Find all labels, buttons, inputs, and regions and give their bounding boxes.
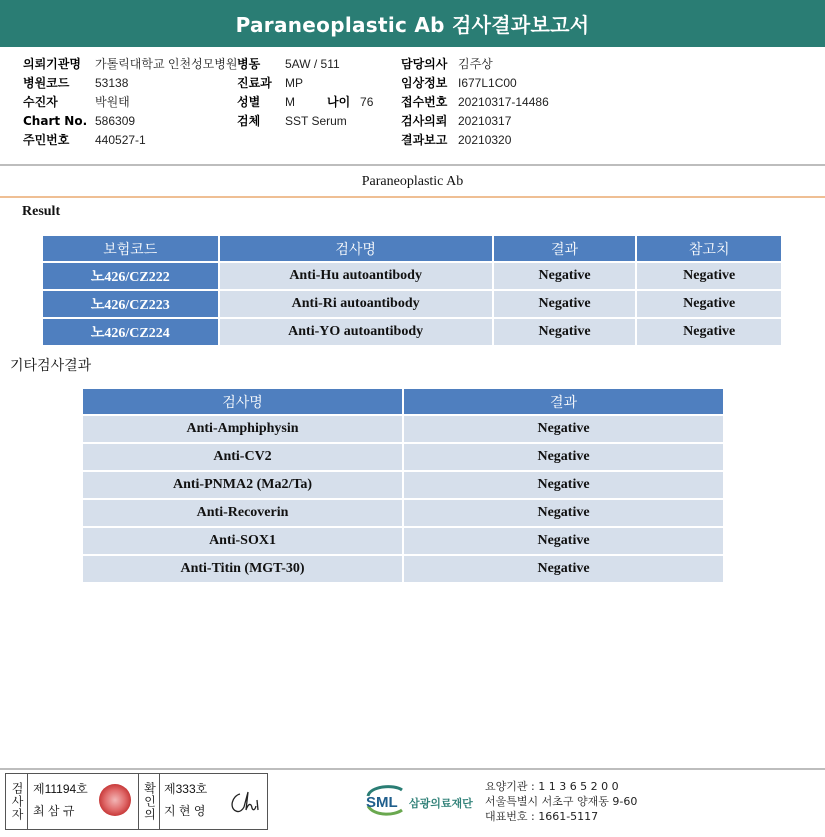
age-label: 나이 (327, 95, 351, 109)
test-name: Anti-Titin (MGT-30) (82, 555, 403, 583)
info-label: 검체 (237, 114, 261, 128)
test-name: Anti-YO autoantibody (219, 318, 493, 346)
table-row (82, 527, 724, 555)
test-name: Anti-PNMA2 (Ma2/Ta) (82, 471, 403, 499)
test-name: Anti-Ri autoantibody (219, 290, 493, 318)
patient-info-col1-values (95, 55, 237, 150)
info-label: 임상정보 (401, 76, 448, 90)
column-header: 결과 (403, 388, 724, 415)
test-name: Anti-CV2 (82, 443, 403, 471)
logo-text: SML (366, 794, 398, 811)
report-title-bar (0, 0, 825, 47)
table-row (42, 290, 782, 318)
test-result: Negative (403, 415, 724, 443)
address-block (485, 779, 637, 824)
table-row (82, 415, 724, 443)
table-row (82, 443, 724, 471)
clinical-info: I677L1C00 (458, 76, 517, 90)
info-label: 의뢰기관명 (23, 57, 81, 71)
info-label: 병원코드 (23, 76, 70, 90)
info-label: 검사의뢰 (401, 114, 448, 128)
test-result: Negative (403, 471, 724, 499)
info-label: 수진자 (23, 95, 58, 109)
info-label: 접수번호 (401, 95, 448, 109)
inspector-label (6, 774, 28, 829)
test-result: Negative (403, 555, 724, 583)
info-label: 성별 (237, 95, 261, 109)
department: MP (285, 76, 303, 90)
reference-value: Negative (636, 262, 782, 290)
test-name: Anti-Amphiphysin (82, 415, 403, 443)
resident-no: 440527-1 (95, 133, 146, 147)
info-label: Chart No. (23, 114, 88, 128)
sml-logo-icon (364, 780, 484, 820)
signature-box (5, 773, 268, 830)
table-header-row (42, 235, 782, 262)
address: 서울특별시 서초구 양재동 9-60 (485, 795, 638, 808)
confirmer-name: 지 현 영 (164, 804, 206, 818)
test-result: Negative (403, 527, 724, 555)
test-result: Negative (403, 443, 724, 471)
receipt-no: 20210317-14486 (458, 95, 549, 109)
info-label: 결과보고 (401, 133, 448, 147)
section-title: Paraneoplastic Ab (361, 174, 464, 189)
inspector-license: 제11194호 (33, 782, 88, 796)
info-label: 담당의사 (401, 57, 448, 71)
column-header: 결과 (493, 235, 637, 262)
age-field (327, 93, 373, 112)
patient-info-col1 (23, 55, 87, 150)
test-result: Negative (403, 499, 724, 527)
info-label: 병동 (237, 57, 261, 71)
seal-stamp-icon (99, 784, 131, 816)
sex: M (285, 95, 295, 109)
chart-no: 586309 (95, 114, 136, 128)
patient-name: 박원태 (95, 95, 130, 109)
column-header: 보험코드 (42, 235, 219, 262)
institution-code: 요양기관 : 1 1 3 6 5 2 0 0 (485, 780, 619, 793)
info-label: 진료과 (237, 76, 272, 90)
patient-info-col3-values (458, 55, 549, 150)
inspector-info (33, 778, 88, 822)
table-row (82, 499, 724, 527)
test-result: Negative (493, 318, 637, 346)
hospital-name: 가톨릭대학교 인천성모병원 (95, 57, 238, 71)
footer-divider (0, 768, 825, 770)
test-name: Anti-Recoverin (82, 499, 403, 527)
info-label: 주민번호 (23, 133, 70, 147)
table-row (42, 262, 782, 290)
age-value: 76 (360, 95, 374, 109)
test-result: Negative (493, 262, 637, 290)
hospital-code: 53138 (95, 76, 129, 90)
column-header: 검사명 (82, 388, 403, 415)
section-divider (0, 196, 825, 198)
table-row (82, 471, 724, 499)
column-header: 검사명 (219, 235, 493, 262)
signature-icon (226, 788, 262, 818)
doctor-name: 김주상 (458, 57, 493, 71)
test-name: Anti-SOX1 (82, 527, 403, 555)
confirmer-license: 제333호 (164, 782, 208, 796)
insurance-code: 노426/CZ222 (42, 262, 219, 290)
request-date: 20210317 (458, 114, 512, 128)
insurance-code: 노426/CZ223 (42, 290, 219, 318)
result-label: Result (22, 204, 61, 219)
phone: 대표번호 : 1661-5117 (485, 810, 599, 823)
sml-logo (364, 780, 484, 820)
reference-value: Negative (636, 318, 782, 346)
table-row (42, 318, 782, 346)
reference-value: Negative (636, 290, 782, 318)
other-results-title: 기타검사결과 (10, 358, 92, 374)
table-header-row (82, 388, 724, 415)
logo-org: 삼광의료재단 (409, 797, 473, 810)
insurance-code: 노426/CZ224 (42, 318, 219, 346)
table-row (82, 555, 724, 583)
patient-info-col3 (401, 55, 447, 150)
ward: 5AW / 511 (285, 57, 340, 71)
column-header: 참고치 (636, 235, 782, 262)
main-results-table (41, 234, 783, 347)
patient-info-col2 (237, 55, 272, 131)
confirmer-label-text: 확인의 (142, 782, 157, 821)
divider (0, 164, 825, 166)
report-title: Paraneoplastic Ab 검사결과보고서 (235, 13, 590, 37)
test-result: Negative (493, 290, 637, 318)
test-name: Anti-Hu autoantibody (219, 262, 493, 290)
other-results-table (81, 387, 725, 584)
specimen: SST Serum (285, 114, 347, 128)
inspector-name: 최 삼 규 (33, 804, 75, 818)
confirmer-info (164, 778, 207, 822)
report-date: 20210320 (458, 133, 512, 147)
confirmer-label (138, 774, 160, 829)
inspector-label-text: 검사자 (10, 782, 24, 821)
